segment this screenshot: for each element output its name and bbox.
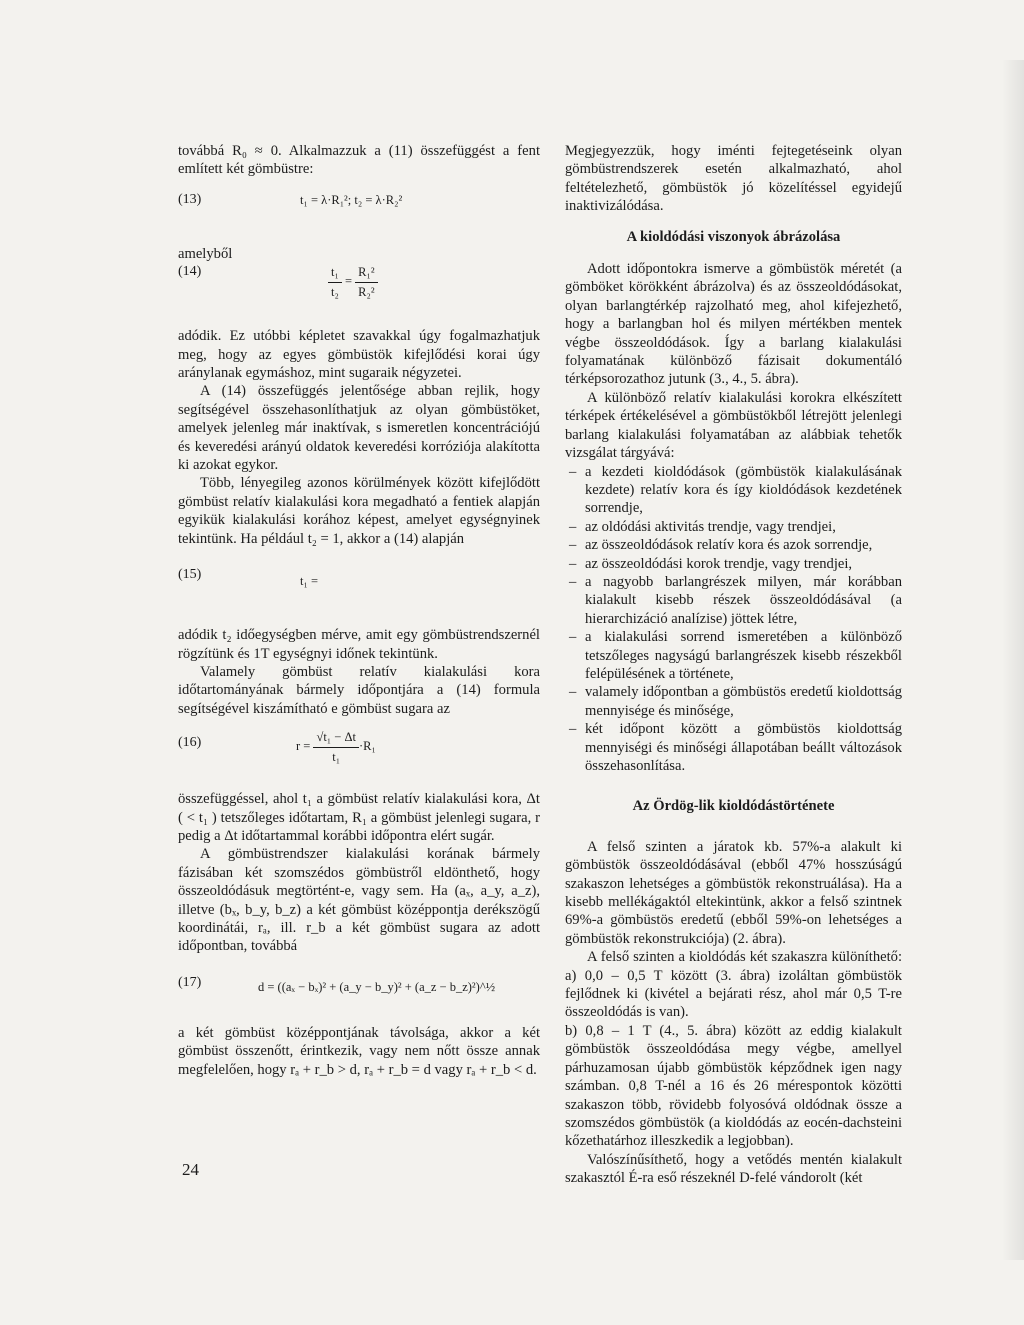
right-column <box>565 142 902 1188</box>
list-item: – az összeoldódási korok trendje, vagy trendjei, <box>565 555 902 573</box>
equation-14 <box>178 263 540 321</box>
left-column <box>178 142 540 1079</box>
list-item: – a nagyobb barlangrészek milyen, már korábban kialakult kisebb részek összeoldódásával (a hierarchizáció analízise) jöttek létre, <box>565 573 902 628</box>
paragraph: Megjegyezzük, hogy iménti fejtegetéseink olyan gömbüstrendszerek esetén alkalmazható, ahol feltételezhető, gömbüstök jó közelítéssel egyidejű inaktivizálódása. <box>565 143 902 215</box>
equation-15 <box>178 560 540 620</box>
equation-expression: t₁ = <box>300 574 319 589</box>
equation-expression: d = ((aₓ − bₓ)² + (a_y − b_y)² + (a_z − b_z)²)^½ <box>258 979 496 994</box>
equation-number: (16) <box>178 735 202 751</box>
paragraph: b) 0,8 – 1 T (4., 5. ábra) között az eddig kialakult gömbüstök összeoldódása megy végbe, amellyel párhuzamosan újabb gömbüstök képződnek igen nagy számban. 0,8 T-nél a 16 és 26 mérespontok közötti szakaszon több, rövidebb folyosóvá oldódnak össze a szomszédos gömbüstök (a kioldódás az eocén-dachsteini kőzethatárhoz illeszkedik a legjobban). <box>565 1022 902 1150</box>
equation-number: (13) <box>178 191 202 207</box>
paragraph: adódik. Ez utóbbi képletet szavakkal úgy fogalmazhatjuk meg, hogy az egyes gömbüstök kifejlődési korai úgy aránylanak egymáshoz, mint sugaraik négyzetei. <box>178 328 540 382</box>
fraction-numerator: t₁ <box>331 265 339 280</box>
fraction-denominator: R₂² <box>355 282 377 301</box>
list-item: – az oldódási aktivitás trendje, vagy trendjei, <box>565 518 902 536</box>
equation-lhs: r = <box>296 738 311 753</box>
equation-number: (15) <box>178 567 202 583</box>
paragraph: A (14) összefüggés jelentősége abban rejlik, hogy segítségével összehasonlíthatjuk az olyan gömbüstöket, amelyek jelenleg már inaktívak, s ismeretlen koncentrációjú és keveredési arányú oldatok keveredési korróziója alakította ki azokat egykor. <box>178 383 540 474</box>
paragraph: amelyből <box>178 245 233 262</box>
analysis-list <box>565 463 902 776</box>
paragraph: A különböző relatív kialakulási korokra elkészített térképek értékelésével a gömbüstökből létrejött jelenlegi barlang kialakulási folyamatában az alábbiak tehetők vizsgálat tárgyává: <box>565 389 902 462</box>
equation-expression: $\frac{\text{t₁}}{\text{t₂}}$ = $\frac{\text{R₁²}}{\text{R₂²}}$ <box>328 263 378 301</box>
paragraph: Valamely gömbüst relatív kialakulási kora időtartományának bármely időpontjára a (14) formula segítségével kiszámítható e gömbüst sugara az <box>178 663 540 717</box>
fraction-numerator: √t₁ − Δt <box>316 730 356 745</box>
paragraph: Valószínűsíthető, hogy a vetődés mentén kialakult szakasztól É-ra eső részeknél D-felé vándorolt (két <box>565 1151 902 1187</box>
list-item: – két időpont között a gömbüstös kioldottság mennyiségi és minőségi állapotában beállt változások összehasonlítása. <box>565 720 902 775</box>
paragraph: A felső szinten a kioldódás két szakaszra különíthető: a) 0,0 – 0,5 T között (3. ábra) izoláltan gömbüstök fejlődnek ki (kivétel a bejárati rész, ahol már 0,5 T-re összeoldódás is van). <box>565 949 902 1021</box>
paragraph: Adott időpontokra ismerve a gömbüstök méretét (a gömböket körökként ábrázolva) és az összeoldódásokat, olyan barlangtérkép rajzolható meg, ahol kifejezhető, hogy a barlangban hol és milyen mértékben mentek végbe összeoldódások. Így a barlang kialakulási folyamatának különböző fázisait dokumentáló térképsorozathoz jutunk (3., 4., 5. ábra). <box>565 261 902 388</box>
equation-number: (14) <box>178 264 202 280</box>
paragraph: A felső szinten a járatok kb. 57%-a alakult ki gömbüstök összeoldódásával (ebből 47% hosszúságú szakaszon lehetséges a gömbüstök rekonstruálása). Ha a kisebb mellékágaktól eltekintünk, akkor a felső szintnek 69%-a gömbüstös eredetű (ebből 59%-on lehetséges a gömbüstök rekonstrukciója) (2. ábra). <box>565 838 902 947</box>
equation-number: (17) <box>178 974 202 990</box>
section-heading: Az Ördög-lik kioldódástörténete <box>632 798 835 815</box>
equation-expression <box>296 728 376 766</box>
fraction-denominator: t₂ <box>328 282 342 301</box>
equation-17 <box>178 968 540 1018</box>
page-number: 24 <box>182 1160 199 1179</box>
fraction-numerator: R₁² <box>358 265 375 280</box>
equation-13 <box>178 185 540 233</box>
paragraph: összefüggéssel, ahol t₁ a gömbüst relatív kialakulási kora, Δt ( < t₁ ) tetszőleges időtartam, R₁ a gömbüst jelenlegi sugara, r pedig a Δt időtartammal korábbi időpontra elért sugár. <box>178 791 540 844</box>
paragraph: A gömbüstrendszer kialakulási korának bármely fázisában két szomszédos gömbüstről eldönthető, hogy összeoldódásuk megtörtént-e, vagy sem. Ha (aₓ, a_y, a_z), illetve (bₓ, b_y, b_z) a két gömbüst középpontja derékszögű koordinátái, rₐ, ill. r_b a két gömbüst sugara az adott időpontban, továbbá <box>178 846 540 955</box>
fraction-denominator: t₁ <box>313 747 359 766</box>
equation-factor: ·R₁ <box>358 738 376 753</box>
list-item: – az összeoldódások relatív kora és azok sorrendje, <box>565 536 902 554</box>
list-item: – a kialakulási sorrend ismeretében a különböző tetszőleges nagyságú barlangrészek kisebb részekből felépülésének a története, <box>565 628 902 683</box>
equation-expression: t₁ = λ·R₁²; t₂ = λ·R₂² <box>300 192 403 207</box>
paragraph: adódik t₂ időegységben mérve, amit egy gömbüstrendszernél rögzítünk és 1T egységnyi időnek tekintünk. <box>178 627 540 662</box>
list-item: – a kezdeti kioldódások (gömbüstök kialakulásának kezdete) relatív kora és így kioldódások kezdetének sorrendje, <box>565 463 902 518</box>
page-edge-shadow <box>1002 60 1024 1260</box>
equation-16 <box>178 728 540 784</box>
paragraph: Több, lényegileg azonos körülmények között kifejlődött gömbüst relatív kialakulási kora megadható a fentiek alapján egyikük kialakulási korához képest, amelyet egységnyinek tekintünk. Ha például t₂ = 1, akkor a (14) alapján <box>178 475 540 547</box>
paragraph: a két gömbüst középpontjának távolsága, akkor a két gömbüst összenőtt, érintkezik, vagy nem nőtt össze annak megfelelően, hogy rₐ + r_b > d, rₐ + r_b = d vagy rₐ + r_b < d. <box>178 1024 540 1078</box>
paragraph: továbbá R₀ ≈ 0. Alkalmazzuk a (11) összefüggést a fent említett két gömbüstre: <box>178 143 540 178</box>
section-heading: A kioldódási viszonyok ábrázolása <box>626 228 841 245</box>
list-item: – valamely időpontban a gömbüstös eredetű kioldottság mennyisége és minősége, <box>565 683 902 720</box>
